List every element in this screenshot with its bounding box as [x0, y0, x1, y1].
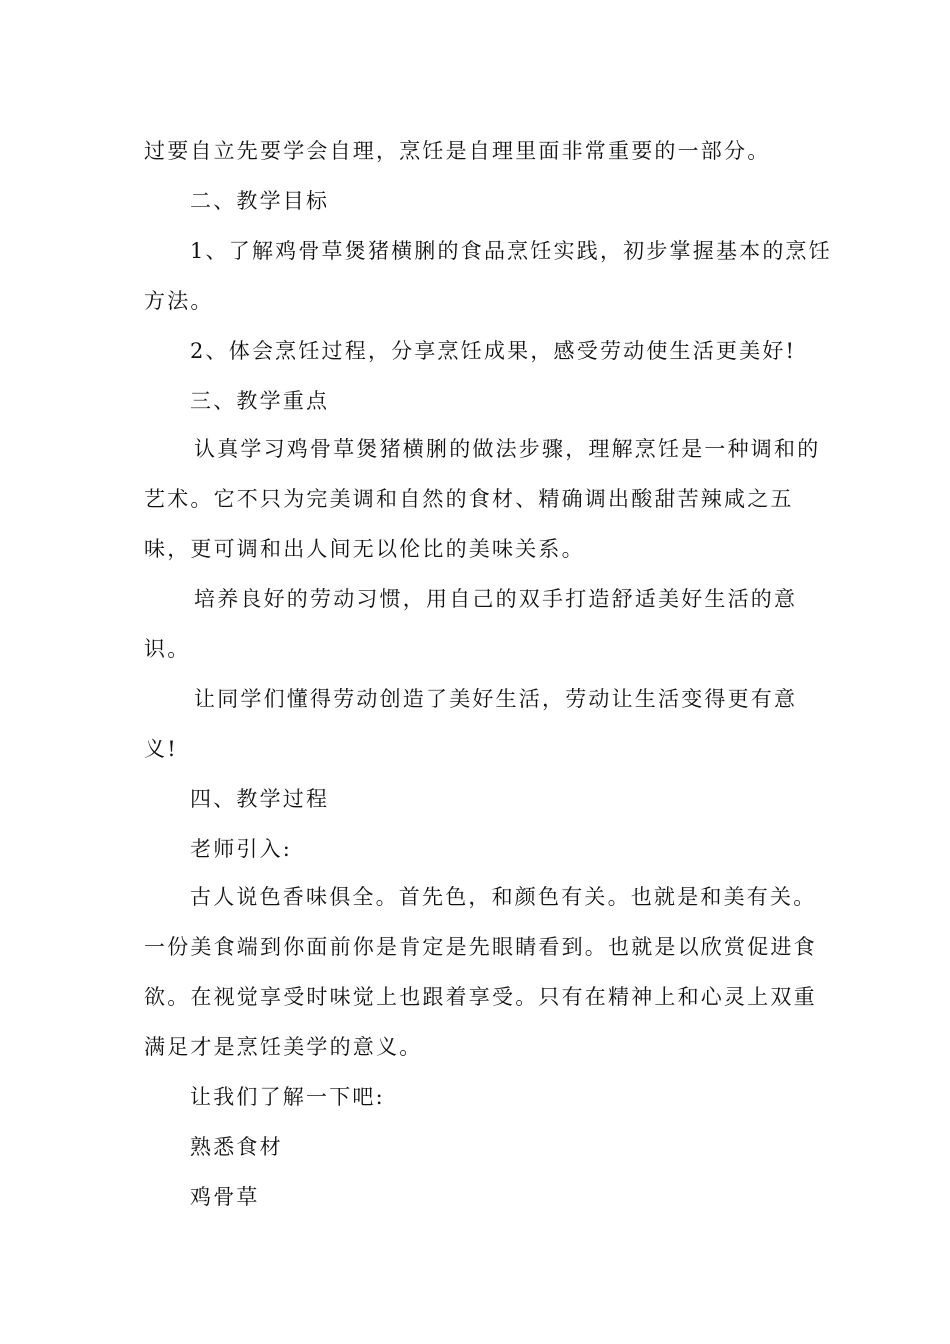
- body-text-line: 一份美食端到你面前你是肯定是先眼睛看到。也就是以欣赏促进食: [144, 935, 817, 959]
- body-text-line: 让我们了解一下吧:: [190, 1085, 385, 1109]
- body-text-line: 识。: [144, 637, 191, 661]
- section-heading-key-points: 三、教学重点: [190, 389, 330, 413]
- body-text-line: 味，更可调和出人间无以伦比的美味关系。: [144, 537, 585, 561]
- body-text-line: 古人说色香味俱全。首先色，和颜色有关。也就是和美有关。: [190, 885, 817, 909]
- section-heading-objectives: 二、教学目标: [190, 189, 330, 213]
- body-text-line: 欲。在视觉享受时味觉上也跟着享受。只有在精神上和心灵上双重: [144, 985, 817, 1009]
- body-text-line: 培养良好的劳动习惯，用自己的双手打造舒适美好生活的意: [194, 587, 798, 611]
- body-text-line: 艺术。它不只为完美调和自然的食材、精确调出酸甜苦辣咸之五: [144, 487, 794, 511]
- body-text-line: 过要自立先要学会自理，烹饪是自理里面非常重要的一部分。: [144, 139, 771, 163]
- body-text-line: 义!: [144, 737, 178, 761]
- objective-item-1: 1、了解鸡骨草煲猪横脷的食品烹饪实践，初步掌握基本的烹饪: [190, 239, 832, 263]
- body-text-line: 让同学们懂得劳动创造了美好生活，劳动让生活变得更有意: [194, 687, 798, 711]
- section-heading-process: 四、教学过程: [190, 787, 330, 811]
- subheading-ingredients: 熟悉食材: [190, 1135, 283, 1159]
- ingredient-name: 鸡骨草: [190, 1185, 260, 1209]
- objective-item-2: 2、体会烹饪过程，分享烹饪成果，感受劳动使生活更美好!: [190, 339, 797, 363]
- body-text-line: 满足才是烹饪美学的意义。: [144, 1035, 423, 1059]
- objective-item-1-continued: 方法。: [144, 289, 214, 313]
- body-text-line: 老师引入:: [190, 837, 293, 861]
- body-text-line: 认真学习鸡骨草煲猪横脷的做法步骤，理解烹饪是一种调和的: [194, 437, 821, 461]
